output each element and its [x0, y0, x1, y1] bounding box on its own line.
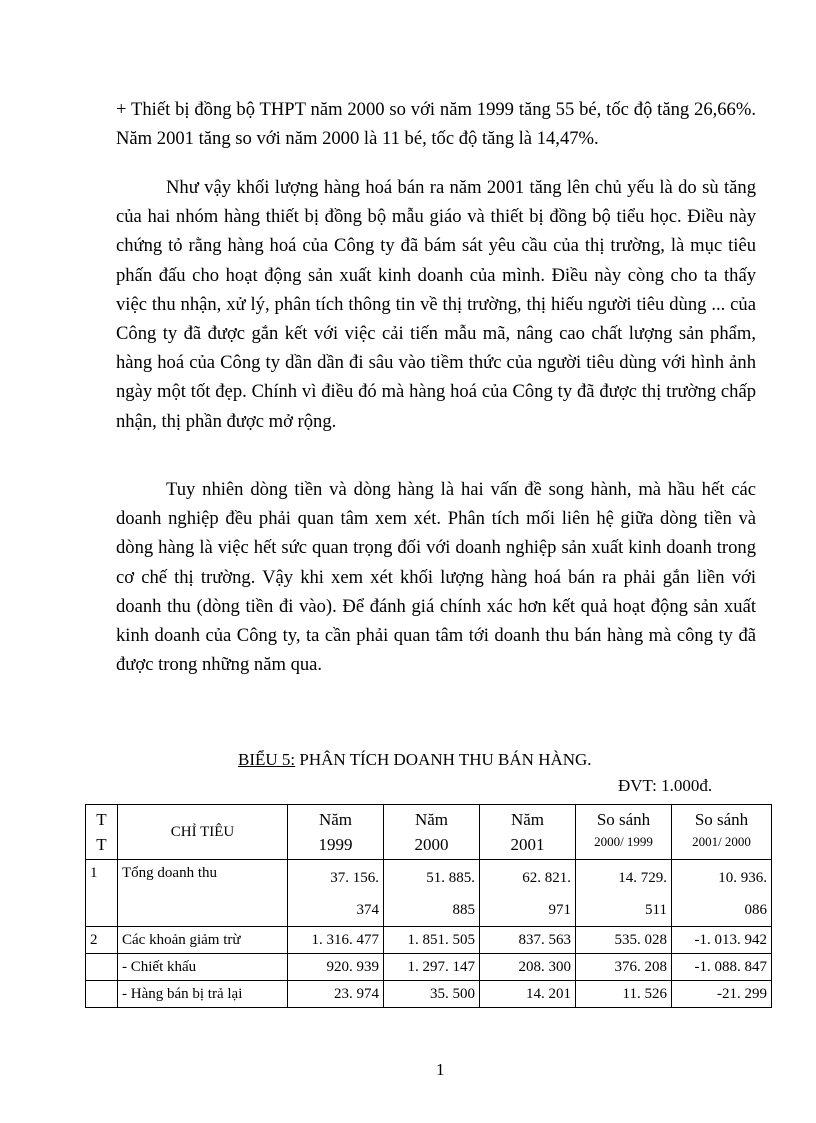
row-name: - Chiết khấu	[118, 954, 288, 981]
cell-line: 971	[548, 902, 571, 918]
cell-1999: 1. 316. 477	[288, 927, 384, 954]
header-year-label: Năm	[414, 810, 449, 829]
header-tt-top: T	[96, 810, 107, 829]
cell-2000: 1. 297. 147	[384, 954, 480, 981]
page-number: 1	[436, 1060, 445, 1079]
header-year-label: Năm	[318, 810, 353, 829]
cell-compare-2000-1999: 535. 028	[576, 927, 672, 954]
row-tt	[86, 981, 118, 1008]
row-tt: 1	[86, 860, 118, 927]
cell-line: 374	[356, 902, 379, 918]
table-title-text: PHÂN TÍCH DOANH THU BÁN HÀNG.	[295, 750, 592, 769]
header-year-label: Năm	[510, 810, 545, 829]
header-compare-years: 2000/ 1999	[594, 834, 653, 849]
cell-2001: 14. 201	[480, 981, 576, 1008]
header-compare-label: So sánh	[596, 810, 651, 829]
cell-2000: 35. 500	[384, 981, 480, 1008]
cell-1999	[288, 860, 384, 927]
cell-compare-2001-2000: -1. 013. 942	[672, 927, 772, 954]
table-row	[86, 981, 772, 1008]
header-year-2001	[480, 805, 576, 860]
paragraph-volume-analysis: Như vậy khối lượng hàng hoá bán ra năm 2001 tăng lên chủ yếu là do sù tăng của hai nhóm hàng thiết bị đồng bộ mẫu giáo và thiết bị đồng bộ tiểu học. Điều này chứng tỏ rằng hàng hoá của Công ty đã bám sát yêu cầu của thị trường, là mục tiêu phấn đấu cho hoạt động sản xuất kinh doanh của mình. Điều này còng cho ta thấy việc thu nhận, xử lý, phân tích thông tin về thị trường, thị hiếu người tiêu dùng ... của Công ty đã được gắn kết với việc cải tiến mẫu mã, nâng cao chất lượng sản phẩm, hàng hoá của Công ty dần dần đi sâu vào tiềm thức của người tiêu dùng với hình ảnh ngày một tốt đẹp. Chính vì điều đó mà hàng hoá của Công ty đã được thị trường chấp nhận, thị phần được mở rộng.	[116, 177, 756, 432]
table-title	[238, 750, 592, 770]
cell-compare-2001-2000	[672, 860, 772, 927]
cell-line: 086	[744, 902, 767, 918]
table-row	[86, 927, 772, 954]
row-name: - Hàng bán bị trả lại	[118, 981, 288, 1008]
header-year-value: 2001	[510, 835, 545, 854]
row-tt	[86, 954, 118, 981]
paragraph-cashflow: Tuy nhiên dòng tiền và dòng hàng là hai vấn đề song hành, mà hầu hết các doanh nghiệp đều phải quan tâm xem xét. Phân tích mối liên hệ giữa dòng tiền và dòng hàng là việc hết sức quan trọng đối với doanh nghiệp sản xuất kinh doanh trong cơ chế thị trường. Vậy khi xem xét khối lượng hàng hoá bán ra phải gắn liền với doanh thu (dòng tiền đi vào). Để đánh giá chính xác hơn kết quả hoạt động sản xuất kinh doanh của Công ty, ta cần phải quan tâm tới doanh thu bán hàng mà công ty đã được trong những năm qua.	[116, 479, 756, 676]
table-header-row	[86, 805, 772, 860]
cell-compare-2000-1999: 376. 208	[576, 954, 672, 981]
header-year-value: 2000	[414, 835, 449, 854]
cell-2000: 1. 851. 505	[384, 927, 480, 954]
header-tt-bottom: T	[96, 835, 107, 854]
cell-line: 885	[452, 902, 475, 918]
cell-line: 51. 885.	[426, 870, 475, 886]
header-compare-years: 2001/ 2000	[692, 834, 751, 849]
cell-line: 14. 729.	[618, 870, 667, 886]
table-row	[86, 860, 772, 927]
cell-compare-2000-1999: 11. 526	[576, 981, 672, 1008]
cell-line: 62. 821.	[522, 870, 571, 886]
cell-line: 511	[645, 902, 667, 918]
row-name: Tổng doanh thu	[118, 860, 288, 927]
cell-2000	[384, 860, 480, 927]
cell-2001	[480, 860, 576, 927]
cell-2001: 837. 563	[480, 927, 576, 954]
header-chi-tieu: CHỈ TIÊU	[118, 805, 288, 860]
unit-label: ĐVT: 1.000đ.	[618, 776, 713, 795]
cell-compare-2001-2000: -1. 088. 847	[672, 954, 772, 981]
paragraph-thpt-equipment: + Thiết bị đồng bộ THPT năm 2000 so với năm 1999 tăng 55 bé, tốc độ tăng 26,66%. Năm 2001 tăng so với năm 2000 là 11 bé, tốc độ tăng là 14,47%.	[116, 99, 756, 150]
header-year-value: 1999	[318, 835, 353, 854]
header-tt	[86, 805, 118, 860]
cell-compare-2000-1999	[576, 860, 672, 927]
revenue-table	[85, 804, 772, 1008]
row-tt: 2	[86, 927, 118, 954]
cell-1999: 920. 939	[288, 954, 384, 981]
cell-1999: 23. 974	[288, 981, 384, 1008]
cell-2001: 208. 300	[480, 954, 576, 981]
cell-line: 37. 156.	[330, 870, 379, 886]
header-year-1999	[288, 805, 384, 860]
row-name: Các khoản giảm trừ	[118, 927, 288, 954]
header-compare-2000-1999	[576, 805, 672, 860]
header-compare-label: So sánh	[694, 810, 749, 829]
header-compare-2001-2000	[672, 805, 772, 860]
header-year-2000	[384, 805, 480, 860]
cell-compare-2001-2000: -21. 299	[672, 981, 772, 1008]
table-row	[86, 954, 772, 981]
table-title-label: BIỂU 5:	[238, 750, 296, 769]
cell-line: 10. 936.	[718, 870, 767, 886]
